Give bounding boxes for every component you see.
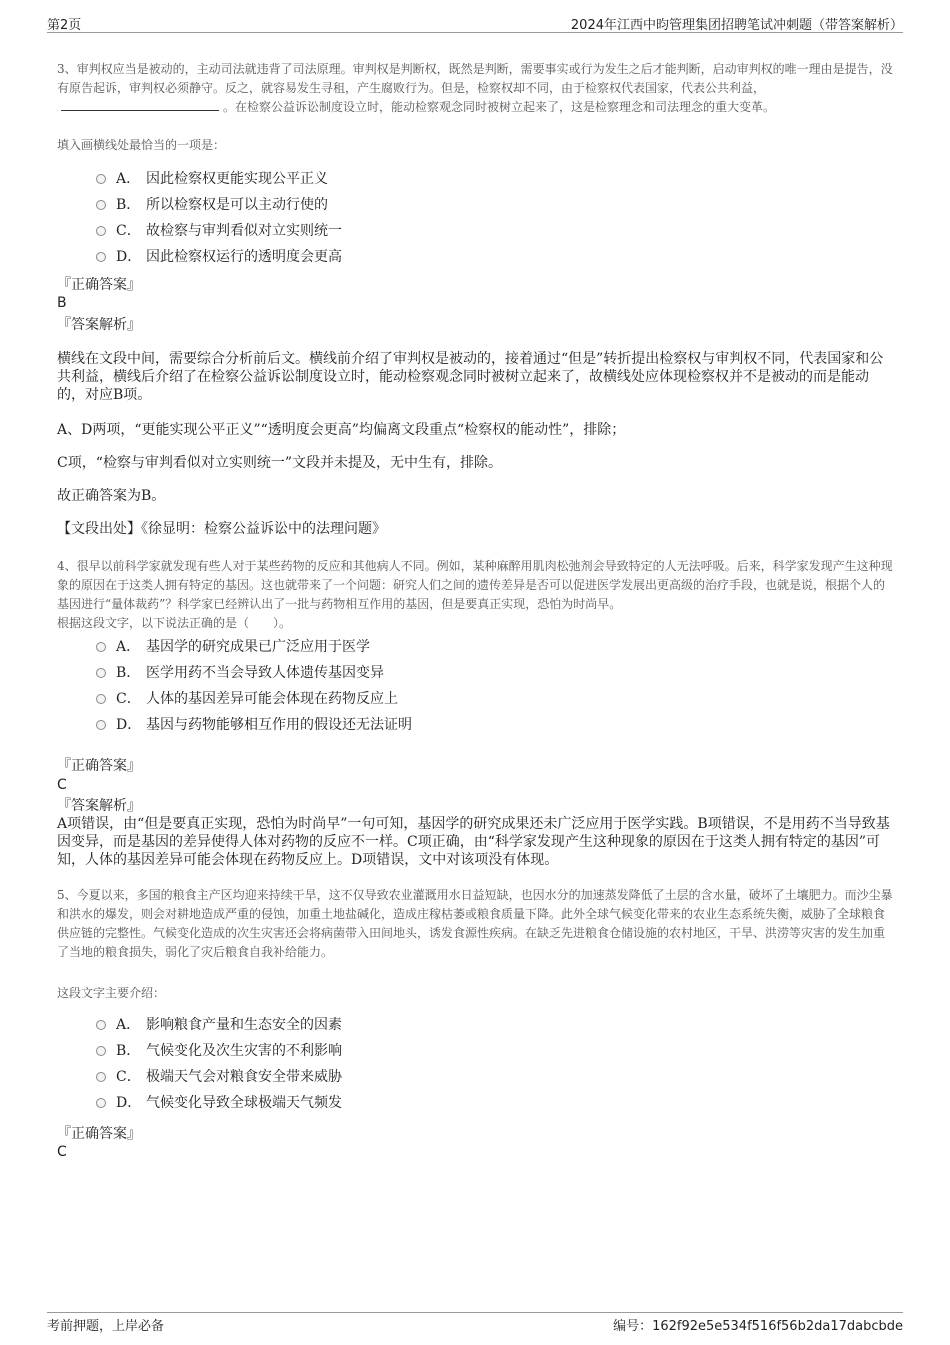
document-title: 2024年江西中昀管理集团招聘笔试冲刺题（带答案解析） <box>570 18 903 33</box>
q4-option-c[interactable]: C． 人体的基因差异可能会体现在药物反应上 <box>96 686 412 712</box>
q5-answer-label: 『正确答案』 <box>57 1126 141 1142</box>
q4-answer-value: C <box>57 777 67 793</box>
q3-explanation-2: A、D两项，“更能实现公平正义”“透明度会更高”均偏离文段重点“检察权的能动性”，排除； <box>57 422 626 438</box>
q3-answer-value: B <box>57 295 67 311</box>
q3-stem <box>57 60 895 117</box>
q5-option-b[interactable]: B． 气候变化及次生灾害的不利影响 <box>96 1038 342 1064</box>
radio-icon[interactable] <box>96 226 106 236</box>
radio-icon[interactable] <box>96 174 106 184</box>
footer-slogan: 考前押题，上岸必备 <box>47 1319 165 1334</box>
q3-explanation-4: 故正确答案为B。 <box>57 488 166 504</box>
q3-option-d[interactable]: D． 因此检察权运行的透明度会更高 <box>96 244 342 270</box>
radio-icon[interactable] <box>96 1072 106 1082</box>
radio-icon[interactable] <box>96 1098 106 1108</box>
page-footer <box>47 1312 903 1335</box>
q4-answer-label: 『正确答案』 <box>57 758 141 774</box>
q3-text-a: 3、审判权应当是被动的，主动司法就违背了司法原理。审判权是判断权，既然是判断，需要事实或行为发生之后才能判断，启动审判权的唯一理由是提告，没有原告起诉，审判权必须静守。反之，就容易发生寻租，产生腐败行为。但是，检察权却不同，由于检察权代表国家，代表公共利益， <box>57 62 893 95</box>
q3-prompt: 填入画横线处最恰当的一项是： <box>57 138 226 152</box>
page-header <box>47 14 903 33</box>
q5-option-c[interactable]: C． 极端天气会对粮食安全带来威胁 <box>96 1064 342 1090</box>
q4-explanation: A项错误，由“但是要真正实现，恐怕为时尚早”一句可知，基因学的研究成果还未广泛应用于医学实践。B项错误，不是用药不当导致基因变异，而是基因的差异使得人体对药物的反应不一样。C项正确，由“科学家发现产生这种现象的原因在于这类人拥有特定的基因”可知，人体的基因差异可能会体现在药物反应上。D项错误，文中对该项没有体现。 <box>57 816 890 868</box>
q3-explanation-3: C项，“检察与审判看似对立实则统一”文段并未提及，无中生有，排除。 <box>57 455 503 471</box>
q5-option-a[interactable]: A． 影响粮食产量和生态安全的因素 <box>96 1012 342 1038</box>
radio-icon[interactable] <box>96 694 106 704</box>
radio-icon[interactable] <box>96 1020 106 1030</box>
q4-option-a[interactable]: A． 基因学的研究成果已广泛应用于医学 <box>96 634 412 660</box>
q3-analysis-label: 『答案解析』 <box>57 317 141 333</box>
q4-options <box>96 634 412 738</box>
document-serial: 编号：162f92e5e534f516f56b2da17dabcbde <box>613 1319 903 1334</box>
q4-stem: 4、很早以前科学家就发现有些人对于某些药物的反应和其他病人不同。例如，某种麻醉用肌肉松弛剂会导致特定的人无法呼吸。后来，科学家发现产生这种现象的原因在于这类人拥有特定的基因。这也就带来了一个问题：研究人们之间的遗传差异是否可以促进医学发展出更高级的治疗手段，也就是说，根据个人的基因进行“量体裁药”？科学家已经辨认出了一批与药物相互作用的基因，但是要真正实现，恐怕为时尚早。 <box>57 559 893 611</box>
radio-icon[interactable] <box>96 642 106 652</box>
q3-answer-label: 『正确答案』 <box>57 277 141 293</box>
radio-icon[interactable] <box>96 668 106 678</box>
radio-icon[interactable] <box>96 1046 106 1056</box>
q4-option-d[interactable]: D． 基因与药物能够相互作用的假设还无法证明 <box>96 712 412 738</box>
q4-analysis-label: 『答案解析』 <box>57 798 141 814</box>
q5-option-d[interactable]: D． 气候变化导致全球极端天气频发 <box>96 1090 342 1116</box>
q3-explanation-1: 横线在文段中间，需要综合分析前后文。横线前介绍了审判权是被动的，接着通过“但是”转折提出检察权与审判权不同，代表国家和公共利益，横线后介绍了在检察公益诉讼制度设立时，能动检察观念同时被树立起来了，故横线处应体现检察权并不是被动的而是能动的，对应B项。 <box>57 351 884 403</box>
q5-stem: 5、今夏以来，多国的粮食主产区均迎来持续干旱，这不仅导致农业灌溉用水日益短缺，也因水分的加速蒸发降低了土层的含水量，破坏了土壤肥力。而沙尘暴和洪水的爆发，则会对耕地造成严重的侵蚀，加重土地盐碱化，造成庄稼枯萎或粮食质量下降。此外全球气候变化带来的农业生态系统失衡，威胁了全球粮食供应链的完整性。气候变化造成的次生灾害还会将病菌带入田间地头，诱发食源性疾病。在缺乏先进粮食仓储设施的农村地区，干旱、洪涝等灾害的发生加重了当地的粮食损失，弱化了灾后粮食自我补给能力。 <box>57 888 893 959</box>
q3-option-c[interactable]: C． 故检察与审判看似对立实则统一 <box>96 218 342 244</box>
radio-icon[interactable] <box>96 720 106 730</box>
q3-options <box>96 166 342 270</box>
q3-source: 【文段出处】《徐显明：检察公益诉讼中的法理问题》 <box>57 521 386 537</box>
q5-prompt: 这段文字主要介绍： <box>57 986 166 1000</box>
q3-option-b[interactable]: B． 所以检察权是可以主动行使的 <box>96 192 342 218</box>
q3-text-b: 。在检察公益诉讼制度设立时，能动检察观念同时被树立起来了，这是检察理念和司法理念的重大变革。 <box>223 100 776 114</box>
q4-prompt: 根据这段文字，以下说法正确的是（ ）。 <box>57 616 292 630</box>
radio-icon[interactable] <box>96 200 106 210</box>
q5-answer-value: C <box>57 1144 67 1160</box>
page-number: 第2页 <box>47 18 82 33</box>
q5-options <box>96 1012 342 1116</box>
q3-option-a[interactable]: A． 因此检察权更能实现公平正义 <box>96 166 342 192</box>
q4-option-b[interactable]: B． 医学用药不当会导致人体遗传基因变异 <box>96 660 412 686</box>
q3-fill-blank <box>61 100 219 111</box>
radio-icon[interactable] <box>96 252 106 262</box>
